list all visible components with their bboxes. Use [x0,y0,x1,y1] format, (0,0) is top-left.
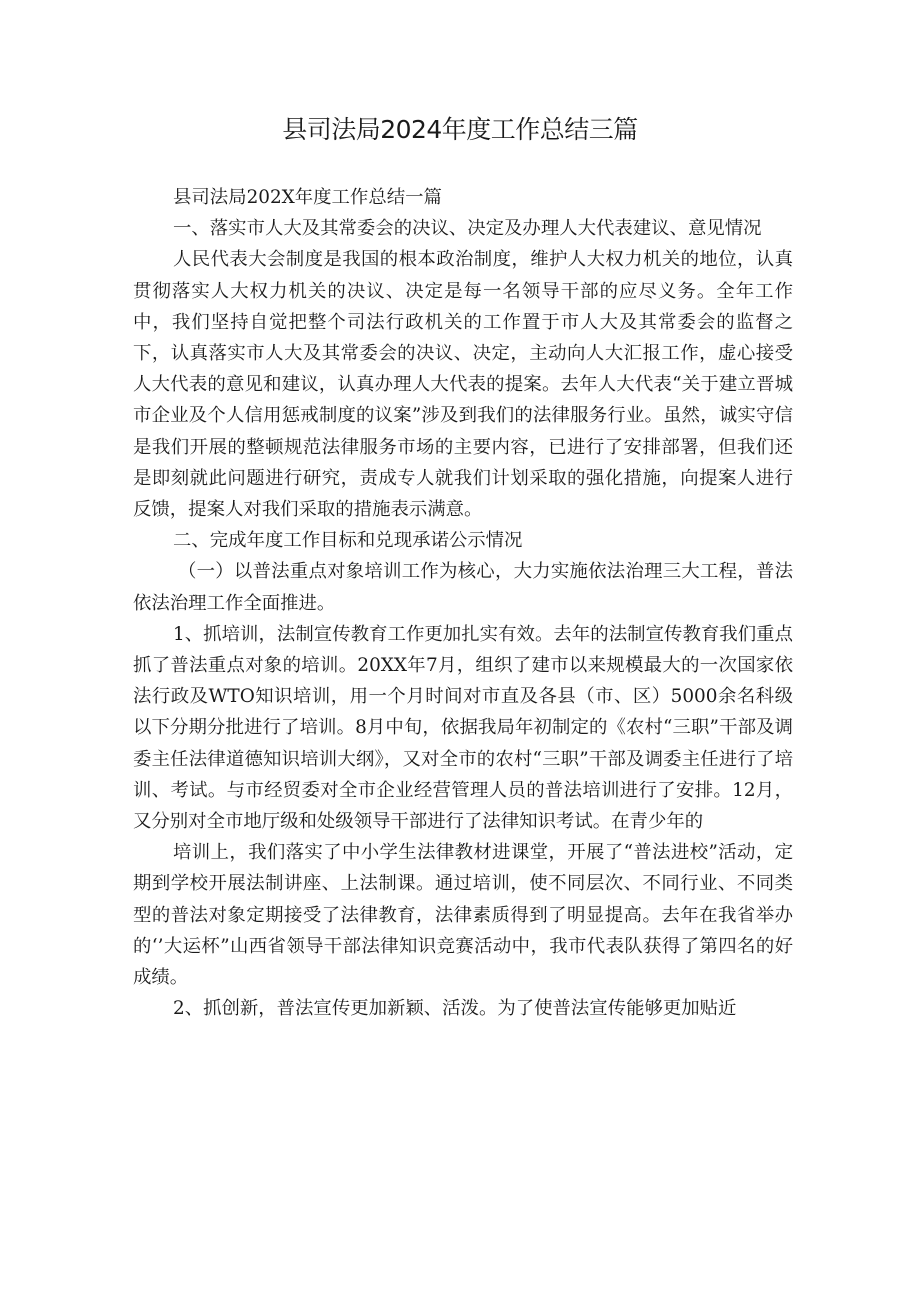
body-paragraph: 培训上，我们落实了中小学生法律教材进课堂，开展了“普法进校”活动，定期到学校开展法制讲座、上法制课。通过培训，使不同层次、不同行业、不同类型的普法对象定期接受了法律教育，法律素质得到了明显提高。去年在我省举办的‘’大运杯”山西省领导干部法律知识竞赛活动中，我市代表队获得了第四名的好成绩。 [133,842,793,989]
body-paragraph: 1、抓培训，法制宣传教育工作更加扎实有效。去年的法制宣传教育我们重点抓了普法重点对象的培训。20XX年7月，组织了建市以来规模最大的一次国家依法行政及WTO知识培训，用一个月时间对市直及各县（市、区）5000余名科级以下分期分批进行了培训。8月中旬，依据我局年初制定的《农村“三职”干部及调委主任法律道德知识培训大纲》，又对全市的农村“三职”干部及调委主任进行了培训、考试。与市经贸委对全市企业经营管理人员的普法培训进行了安排。12月，又分别对全市地厅级和处级领导干部进行了法律知识考试。在青少年的 [133,623,793,833]
document-body [133,182,793,1024]
body-paragraph: 人民代表大会制度是我国的根本政治制度，维护人大权力机关的地位，认真贯彻落实人大权力机关的决议、决定是每一名领导干部的应尽义务。全年工作中，我们坚持自觉把整个司法行政机关的工作置于市人大及其常委会的监督之下，认真落实市人大及其常委会的决议、决定，主动向人大汇报工作，虚心接受人大代表的意见和建议，认真办理人大代表的提案。去年人大代表“关于建立晋城市企业及个人信用惩戒制度的议案”涉及到我们的法律服务行业。虽然，诚实守信是我们开展的整顿规范法律服务市场的主要内容，已进行了安排部署，但我们还是即刻就此问题进行研究，责成专人就我们计划采取的强化措施，向提案人进行反馈，提案人对我们采取的措施表示满意。 [133,249,793,521]
body-paragraph: 2、抓创新，普法宣传更加新颖、活泼。为了使普法宣传能够更加贴近 [173,998,737,1020]
section-heading: 二、完成年度工作目标和兑现承诺公示情况 [173,530,523,552]
document-title: 县司法局2024年度工作总结三篇 [282,115,638,144]
subsection-heading: （一）以普法重点对象培训工作为核心，大力实施依法治理三大工程，普法依法治理工作全面推进。 [133,561,793,614]
document-subtitle: 县司法局202X年度工作总结一篇 [173,187,442,208]
section-heading: 一、落实市人大及其常委会的决议、决定及办理人大代表建议、意见情况 [173,218,762,240]
